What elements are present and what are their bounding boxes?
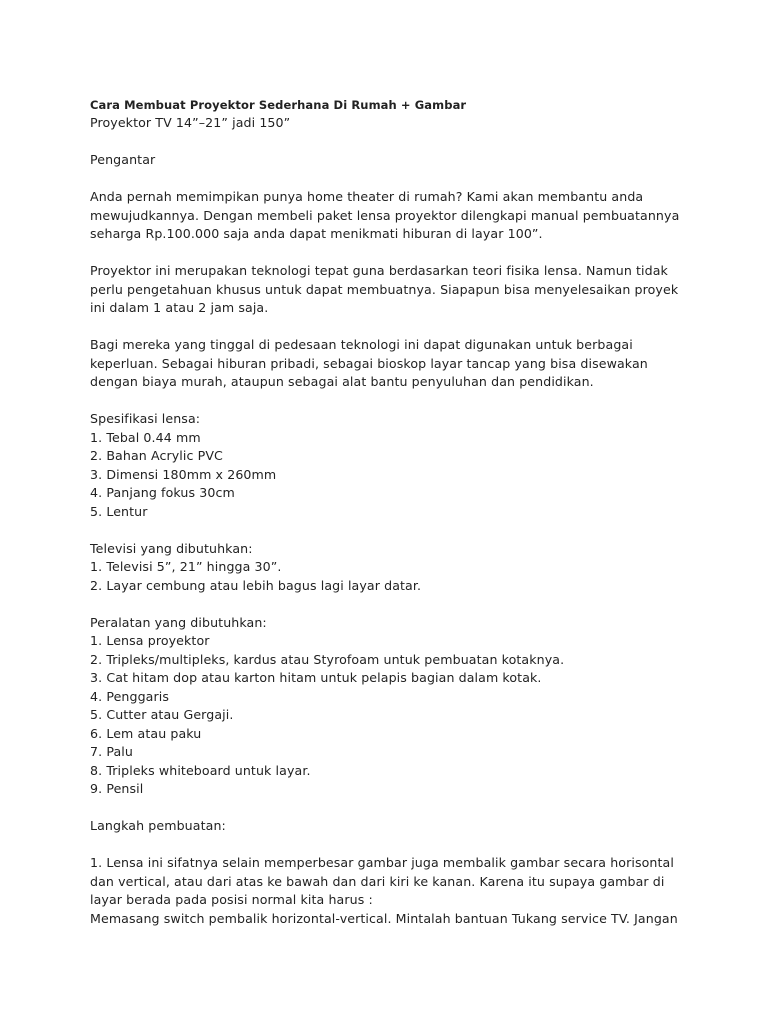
spacer xyxy=(90,836,690,855)
list-item: 8. Tripleks whiteboard untuk layar. xyxy=(90,762,311,778)
tools-heading: Peralatan yang dibutuhkan: xyxy=(90,614,267,630)
list-item: 1. Lensa proyektor xyxy=(90,633,210,648)
list-item: 3. Dimensi 180mm x 260mm xyxy=(90,466,277,482)
tools-list xyxy=(90,632,690,799)
list-item: 4. Penggaris xyxy=(90,688,170,704)
spacer xyxy=(90,521,690,540)
list-item: 9. Pensil xyxy=(90,781,144,796)
document-title: Cara Membuat Proyektor Sederhana Di Rumah + Gambar xyxy=(90,98,467,112)
spacer xyxy=(90,133,690,152)
list-item: 4. Panjang fokus 30cm xyxy=(90,485,235,500)
steps-heading: Langkah pembuatan: xyxy=(90,818,226,833)
paragraph-3: Bagi mereka yang tinggal di pedesaan teknologi ini dapat digunakan untuk berbagai keperluan. Sebagai hiburan pribadi, sebagai bioskop layar tancap yang bisa disewakan dengan biaya murah, ataupun sebagai alat bantu penyuluhan dan pendidikan. xyxy=(90,337,648,389)
list-item: 1. Televisi 5”, 21” hingga 30”. xyxy=(90,559,282,574)
list-item: 7. Palu xyxy=(90,744,133,759)
document-subtitle: Proyektor TV 14”–21” jadi 150” xyxy=(90,115,291,130)
intro-heading: Pengantar xyxy=(90,152,156,167)
step-1-continued: Memasang switch pembalik horizontal-vertical. Mintalah bantuan Tukang service TV. Jangan xyxy=(90,910,678,926)
list-item: 2. Tripleks/multipleks, kardus atau Styrofoam untuk pembuatan kotaknya. xyxy=(90,651,565,667)
spec-list xyxy=(90,429,690,522)
list-item: 5. Cutter atau Gergaji. xyxy=(90,707,234,722)
spacer xyxy=(90,595,690,614)
list-item: 3. Cat hitam dop atau karton hitam untuk pelapis bagian dalam kotak. xyxy=(90,670,542,685)
spec-heading: Spesifikasi lensa: xyxy=(90,411,201,426)
list-item: 6. Lem atau paku xyxy=(90,725,202,741)
list-item: 2. Bahan Acrylic PVC xyxy=(90,448,223,463)
paragraph-2: Proyektor ini merupakan teknologi tepat guna berdasarkan teori fisika lensa. Namun tidak perlu pengetahuan khusus untuk dapat membuatnya. Siapapun bisa menyelesaikan proyek ini dalam 1 atau 2 jam saja. xyxy=(90,263,679,315)
spacer xyxy=(90,170,690,189)
paragraph-1: Anda pernah memimpikan punya home theater di rumah? Kami akan membantu anda mewujudkannya. Dengan membeli paket lensa proyektor dilengkapi manual pembuatannya seharga Rp.100.000 saja anda dapat menikmati hiburan di layar 100”. xyxy=(90,189,680,241)
spacer xyxy=(90,799,690,818)
document-body xyxy=(90,96,690,928)
list-item: 5. Lentur xyxy=(90,503,148,519)
list-item: 2. Layar cembung atau lebih bagus lagi layar datar. xyxy=(90,577,422,593)
list-item: 1. Tebal 0.44 mm xyxy=(90,429,201,445)
tv-list xyxy=(90,558,690,595)
spacer xyxy=(90,392,690,411)
tv-heading: Televisi yang dibutuhkan: xyxy=(90,540,253,556)
spacer xyxy=(90,244,690,263)
step-1: 1. Lensa ini sifatnya selain memperbesar gambar juga membalik gambar secara horisontal dan vertical, atau dari atas ke bawah dan dari kiri ke kanan. Karena itu supaya gambar di layar berada pada posisi normal kita harus : xyxy=(90,855,674,907)
spacer xyxy=(90,318,690,337)
